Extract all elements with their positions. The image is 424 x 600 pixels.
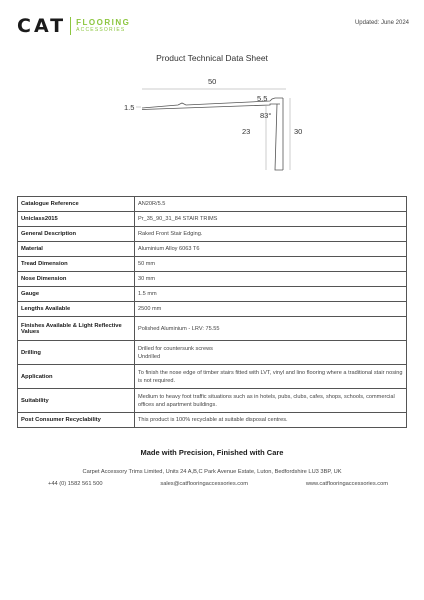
row-value: Polished Aluminium - LRV: 75.55: [135, 317, 407, 341]
table-row: [18, 257, 407, 272]
table-row: [18, 365, 407, 389]
updated-date: Updated: June 2024: [354, 20, 409, 26]
table-row: [18, 197, 407, 212]
row-label: Lengths Available: [18, 302, 135, 317]
row-value: This product is 100% recyclable at suitable disposal centres.: [135, 413, 407, 428]
profile-drawing: [120, 74, 320, 174]
row-value: 50 mm: [135, 257, 407, 272]
row-label: Drilling: [18, 341, 135, 365]
logo-accessories-text: ACCESSORIES: [76, 26, 126, 33]
logo-subtitle: [76, 19, 130, 34]
dim-thickness-label: 1.5: [124, 103, 135, 112]
table-row: [18, 227, 407, 242]
dim-angle-label: 83°: [260, 111, 272, 120]
row-label: General Description: [18, 227, 135, 242]
row-label: Finishes Available & Light Reflective Values: [18, 317, 135, 341]
row-label: Gauge: [18, 287, 135, 302]
row-value: AN20R/5.5: [135, 197, 407, 212]
logo-flooring-text: FLOORING: [76, 17, 131, 27]
tread-bottom-edge: [142, 104, 280, 110]
table-row: [18, 272, 407, 287]
company-logo: [17, 16, 130, 36]
row-label: Catalogue Reference: [18, 197, 135, 212]
table-row: [18, 413, 407, 428]
drilling-option-1: Drilled for countersunk screws: [138, 345, 213, 352]
dim-lip-label: 5.5: [257, 94, 268, 103]
nose-inner-edge: [275, 104, 283, 170]
row-label: Application: [18, 365, 135, 389]
row-value: Pr_35_90_31_84 STAIR TRIMS: [135, 212, 407, 227]
logo-wordmark: CAT: [17, 15, 67, 37]
row-label: Uniclass2015: [18, 212, 135, 227]
page-header: [17, 16, 409, 38]
row-value: [135, 341, 407, 365]
row-value: 1.5 mm: [135, 287, 407, 302]
table-row: [18, 389, 407, 413]
page-title: Product Technical Data Sheet: [156, 53, 268, 63]
spec-table: [17, 196, 407, 428]
footer-contacts: [48, 481, 388, 487]
row-value: 2500 mm: [135, 302, 407, 317]
table-row: [18, 341, 407, 365]
row-label: Tread Dimension: [18, 257, 135, 272]
dim-inner-height-label: 23: [242, 127, 251, 136]
row-value: 30 mm: [135, 272, 407, 287]
logo-divider: [70, 17, 71, 35]
row-label: Material: [18, 242, 135, 257]
table-row: [18, 212, 407, 227]
footer-address: Carpet Accessory Trims Limited, Units 24 A,B,C Park Avenue Estate, Luton, Bedfordshire LU3 3BP, UK: [82, 469, 342, 475]
row-value: Medium to heavy foot traffic situations such as in hotels, pubs, clubs, cafes, shops, schools, commercial offices and apartment buildings.: [135, 389, 407, 413]
row-label: Suitability: [18, 389, 135, 413]
row-value: Aluminium Alloy 6063 T6: [135, 242, 407, 257]
table-row: [18, 317, 407, 341]
footer-email[interactable]: sales@catflooringaccessories.com: [160, 481, 249, 487]
dim-width-label: 50: [208, 77, 217, 86]
table-row: [18, 302, 407, 317]
row-label: Nose Dimension: [18, 272, 135, 287]
row-value: Raked Front Stair Edging.: [135, 227, 407, 242]
dim-outer-height-label: 30: [294, 127, 303, 136]
footer-tagline: Made with Precision, Finished with Care: [140, 448, 284, 457]
row-value: To finish the nose edge of timber stairs fitted with LVT, vinyl and lino flooring where a traditional stair nosing is not required.: [135, 365, 407, 389]
drilling-option-2: Undrilled: [138, 353, 161, 360]
footer-phone[interactable]: +44 (0) 1582 561 500: [48, 481, 103, 487]
row-label: Post Consumer Recyclability: [18, 413, 135, 428]
table-row: [18, 242, 407, 257]
footer-website[interactable]: www.catflooringaccessories.com: [305, 481, 388, 487]
table-row: [18, 287, 407, 302]
